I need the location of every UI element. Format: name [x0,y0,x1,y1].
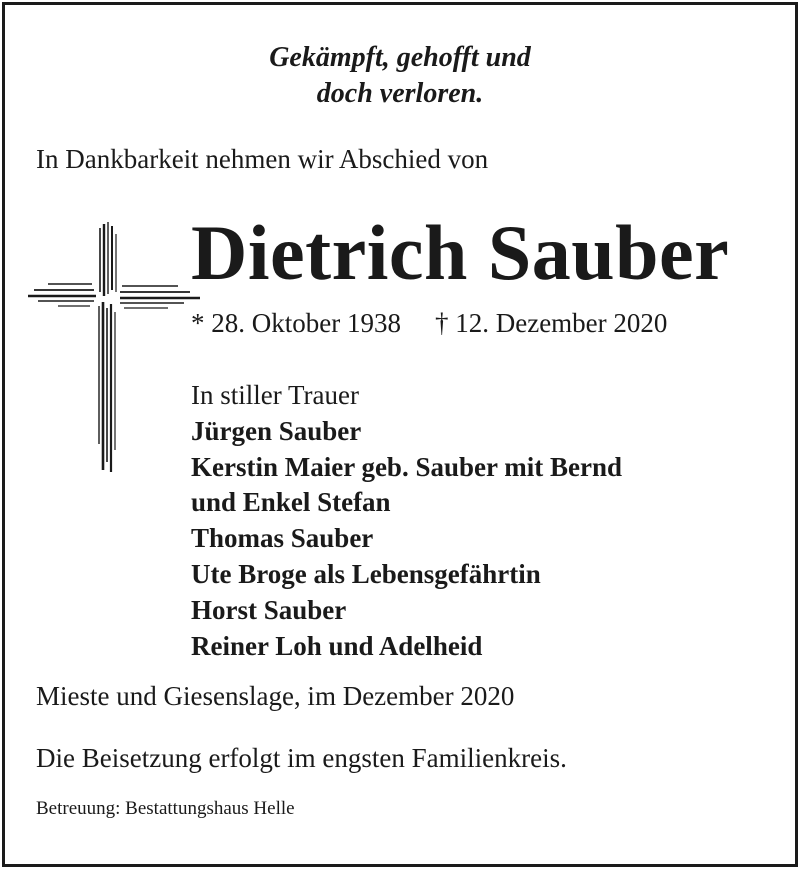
mourner-name: Jürgen Sauber [191,415,362,446]
deceased-name: Dietrich Sauber [191,209,730,296]
cross-icon [28,222,200,474]
intro-text: In Dankbarkeit nehmen wir Abschied von [36,144,489,174]
mourner-name: und Enkel Stefan [191,487,391,518]
motto-line-1: Gekämpft, gehofft und [269,42,531,73]
life-dates [191,308,667,339]
funeral-home-credit: Betreuung: Bestattungshaus Helle [36,798,295,819]
mourners-heading: In stiller Trauer [191,380,359,410]
place-date: Mieste und Giesenslage, im Dezember 2020 [36,681,515,711]
mourner-name: Horst Sauber [191,594,347,625]
mourners-block [191,378,622,664]
mourner-name: Reiner Loh und Adelheid [191,630,483,661]
burial-note: Die Beisetzung erfolgt im engsten Familienkreis. [36,743,567,773]
death-date: † 12. Dezember 2020 [434,308,668,338]
mourner-name: Ute Broge als Lebensgefährtin [191,558,541,589]
mourner-name: Thomas Sauber [191,523,374,554]
motto-line-2: doch verloren. [316,78,484,109]
mourner-name: Kerstin Maier geb. Sauber mit Bernd [191,451,622,482]
birth-date: * 28. Oktober 1938 [191,308,401,338]
